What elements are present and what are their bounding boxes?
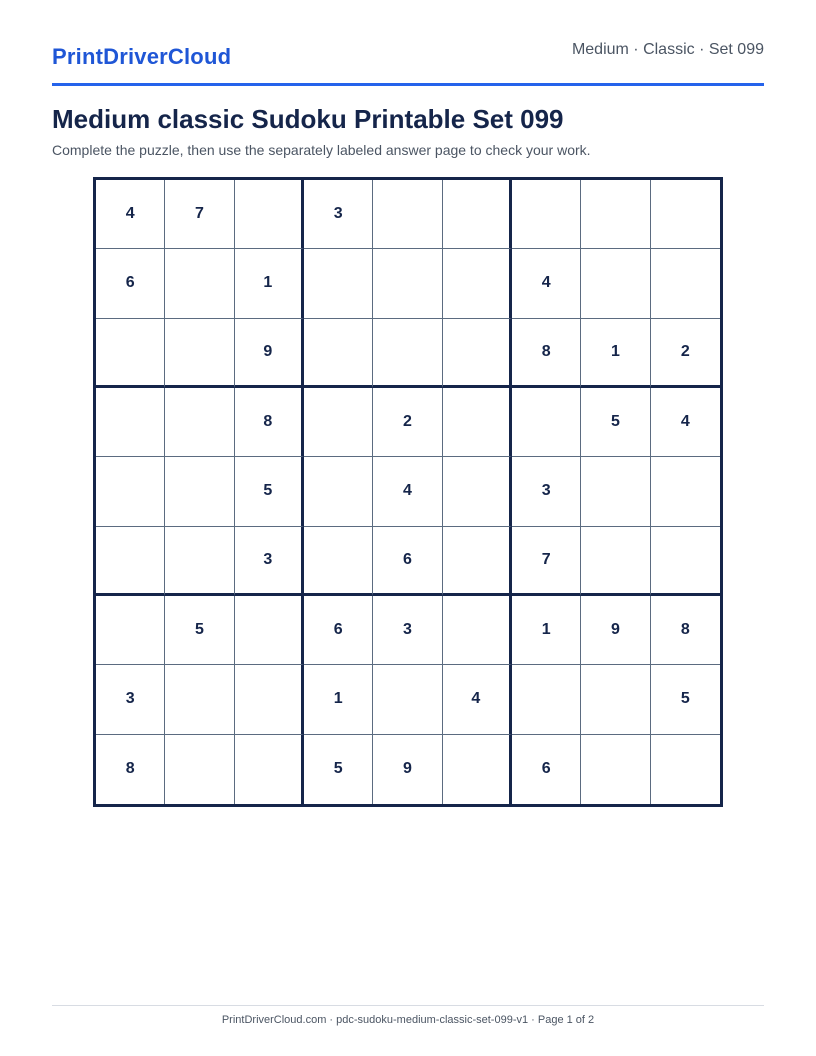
- sudoku-cell: 9: [235, 319, 304, 388]
- sudoku-cell: [96, 527, 165, 596]
- sudoku-cell: [165, 457, 234, 526]
- sudoku-cell: 9: [581, 596, 650, 665]
- sudoku-cell: [96, 596, 165, 665]
- sudoku-cell: 1: [235, 249, 304, 318]
- sudoku-cell: [165, 665, 234, 734]
- sudoku-cell: 6: [304, 596, 373, 665]
- sudoku-cell: [443, 249, 512, 318]
- sudoku-cell: 8: [96, 735, 165, 804]
- sudoku-cell: [651, 735, 720, 804]
- sudoku-cell: 4: [651, 388, 720, 457]
- sudoku-cell: [651, 249, 720, 318]
- sudoku-cell: 6: [512, 735, 581, 804]
- sudoku-cell: [581, 457, 650, 526]
- sudoku-cell: 1: [581, 319, 650, 388]
- sudoku-cell: [651, 180, 720, 249]
- sudoku-cell: 4: [373, 457, 442, 526]
- sudoku-cell: 8: [235, 388, 304, 457]
- sudoku-cell: [512, 665, 581, 734]
- sudoku-cell: [651, 457, 720, 526]
- sudoku-cell: 4: [96, 180, 165, 249]
- sudoku-cell: [443, 527, 512, 596]
- sudoku-cell: 8: [512, 319, 581, 388]
- sudoku-cell: [373, 249, 442, 318]
- footer-divider: [52, 1005, 764, 1006]
- sudoku-cell: 3: [512, 457, 581, 526]
- page-title: Medium classic Sudoku Printable Set 099: [52, 104, 564, 134]
- brand-logo[interactable]: PrintDriverCloud: [52, 44, 232, 69]
- sudoku-cell: 4: [443, 665, 512, 734]
- sudoku-cell: [443, 596, 512, 665]
- sudoku-cell: [581, 665, 650, 734]
- sudoku-cell: 5: [304, 735, 373, 804]
- sudoku-cell: [581, 527, 650, 596]
- sudoku-cell: [304, 527, 373, 596]
- sudoku-cell: 7: [512, 527, 581, 596]
- sudoku-cell: 4: [512, 249, 581, 318]
- sudoku-cell: [443, 457, 512, 526]
- sudoku-cell: 5: [165, 596, 234, 665]
- sudoku-cell: [304, 388, 373, 457]
- sudoku-cell: 3: [304, 180, 373, 249]
- sudoku-cell: [373, 665, 442, 734]
- sudoku-cell: [304, 249, 373, 318]
- sudoku-cell: [165, 735, 234, 804]
- sudoku-cell: 3: [96, 665, 165, 734]
- sudoku-cell: 3: [235, 527, 304, 596]
- sudoku-cell: 6: [96, 249, 165, 318]
- sudoku-cell: [165, 249, 234, 318]
- sudoku-cell: 7: [165, 180, 234, 249]
- sudoku-cell: [512, 388, 581, 457]
- page-subtitle: Complete the puzzle, then use the separately labeled answer page to check your work.: [52, 142, 591, 158]
- header-divider: [52, 83, 764, 86]
- sudoku-cell: [373, 319, 442, 388]
- sudoku-cell: [443, 319, 512, 388]
- sudoku-cell: 9: [373, 735, 442, 804]
- sudoku-cell: 5: [235, 457, 304, 526]
- page-footer: PrintDriverCloud.com · pdc-sudoku-medium-classic-set-099-v1 · Page 1 of 2: [221, 1014, 595, 1026]
- sudoku-cell: [443, 735, 512, 804]
- sudoku-cell: 5: [651, 665, 720, 734]
- page-header: [52, 38, 764, 86]
- sudoku-cell: [443, 388, 512, 457]
- sudoku-cell: [304, 319, 373, 388]
- sudoku-cell: [512, 180, 581, 249]
- sudoku-cell: [235, 665, 304, 734]
- sudoku-cell: [581, 249, 650, 318]
- sudoku-cell: [373, 180, 442, 249]
- sudoku-cell: 8: [651, 596, 720, 665]
- sudoku-grid: [93, 177, 723, 807]
- puzzle-meta: Medium · Classic · Set 099: [571, 41, 764, 58]
- sudoku-cell: [235, 180, 304, 249]
- sudoku-cell: [443, 180, 512, 249]
- sudoku-cell: [165, 319, 234, 388]
- sudoku-cell: [96, 319, 165, 388]
- sudoku-cell: [304, 457, 373, 526]
- sudoku-cell: 2: [651, 319, 720, 388]
- sudoku-cell: [235, 735, 304, 804]
- sudoku-cell: 3: [373, 596, 442, 665]
- sudoku-cell: 1: [304, 665, 373, 734]
- sudoku-cell: [235, 596, 304, 665]
- sudoku-cell: 5: [581, 388, 650, 457]
- sudoku-cell: [581, 180, 650, 249]
- sudoku-cell: [96, 457, 165, 526]
- sudoku-cell: [165, 388, 234, 457]
- sudoku-cell: 6: [373, 527, 442, 596]
- sudoku-cell: 1: [512, 596, 581, 665]
- sudoku-cell: [581, 735, 650, 804]
- sudoku-cell: [165, 527, 234, 596]
- sudoku-cell: 2: [373, 388, 442, 457]
- sudoku-cell: [651, 527, 720, 596]
- sudoku-cell: [96, 388, 165, 457]
